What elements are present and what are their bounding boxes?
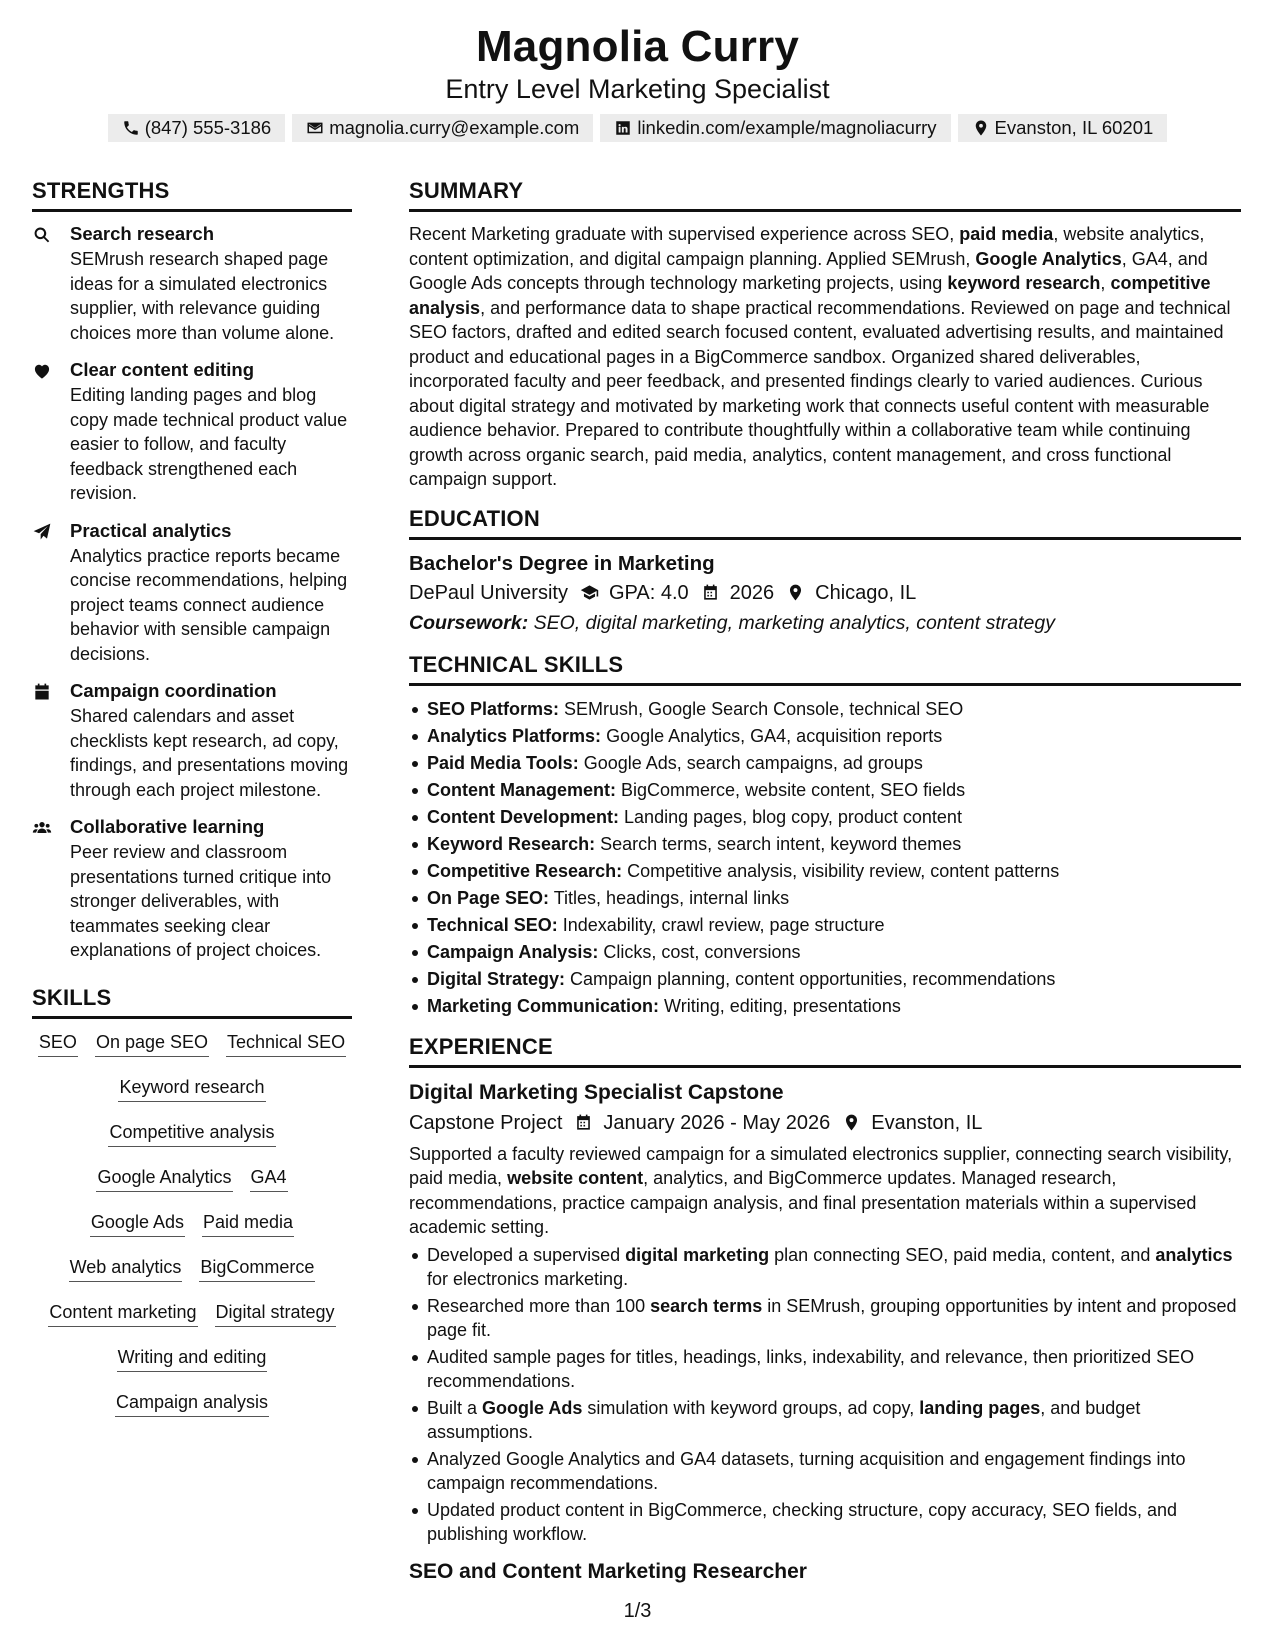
- skills-tag-cloud: [32, 1031, 352, 1436]
- skill-values: Clicks, cost, conversions: [603, 941, 801, 962]
- list-item: Built a Google Ads simulation with keyword groups, ad copy, landing pages, and budget assumptions.: [409, 1396, 1241, 1445]
- job-meta: [409, 1108, 1241, 1138]
- strength-description: Peer review and classroom presentations turned critique into stronger deliverables, with teammates seeking clear explanations of project choices.: [70, 842, 332, 960]
- job-org: Capstone Project: [409, 1111, 563, 1134]
- strength-title: Practical analytics: [70, 519, 232, 541]
- contact-email[interactable]: [292, 114, 593, 142]
- summary-section: [409, 178, 1241, 492]
- school-name: DePaul University: [409, 581, 568, 604]
- strengths-heading: STRENGTHS: [32, 178, 352, 212]
- strength-item: [32, 815, 352, 963]
- resume-title: Entry Level Marketing Specialist: [445, 74, 830, 104]
- skill-values: BigCommerce, website content, SEO fields: [621, 779, 966, 800]
- map-pin-icon: [842, 1113, 861, 1132]
- search-icon: [32, 225, 52, 245]
- list-item: Developed a supervised digital marketing plan connecting SEO, paid media, content, and analytics for electronics marketing.: [409, 1243, 1241, 1292]
- list-item: [409, 912, 1241, 939]
- list-item: [409, 750, 1241, 777]
- skill-tag: Keyword research: [118, 1076, 265, 1102]
- education-meta: [409, 578, 1241, 608]
- graduation-year: 2026: [729, 581, 775, 604]
- list-item: Audited sample pages for titles, headings, links, indexability, and relevance, then prioritized SEO recommendations.: [409, 1345, 1241, 1394]
- skill-tag: Writing and editing: [117, 1346, 268, 1372]
- summary-text: Recent Marketing graduate with supervised experience across SEO, paid media, website analytics, content optimization, and digital campaign planning. Applied SEMrush, Google Analytics, GA4, and Google Ads concepts through technology marketing projects, using keyword research, competitive analysis, and performance data to shape practical recommendations. Reviewed on page and technical SEO factors, drafted and edited search focused content, evaluated advertising results, and maintained product and educational pages in a BigCommerce sandbox. Organized shared deliverables, incorporated faculty and peer feedback, and presented findings clearly to varied audiences. Curious about digital strategy and motivated by marketing work that connects useful content with measurable audience behavior. Prepared to contribute thoughtfully within a collaborative team while continuing growth across organic search, paid media, analytics, content management, and cross functional campaign support.: [409, 224, 1231, 489]
- skill-values: Google Ads, search campaigns, ad groups: [583, 752, 923, 773]
- experience-section: [409, 1034, 1241, 1587]
- gpa: GPA: 4.0: [608, 581, 689, 604]
- skill-values: Google Analytics, GA4, acquisition reports: [606, 725, 943, 746]
- summary-heading: SUMMARY: [409, 178, 1241, 212]
- skill-category: Paid Media Tools:: [427, 752, 579, 773]
- education-heading: EDUCATION: [409, 506, 1241, 540]
- calendar-icon: [701, 583, 720, 602]
- skill-tag: Campaign analysis: [115, 1391, 269, 1417]
- skills-row: [48, 1301, 335, 1346]
- skill-tag: GA4: [250, 1166, 288, 1192]
- strength-item: [32, 519, 352, 667]
- skills-row: [115, 1391, 269, 1436]
- contact-linkedin[interactable]: [600, 114, 950, 142]
- page-number: 1/3: [623, 1600, 652, 1622]
- skill-category: Marketing Communication:: [427, 995, 660, 1016]
- skills-row: [96, 1166, 287, 1211]
- skill-values: Writing, editing, presentations: [664, 995, 901, 1016]
- strength-title: Clear content editing: [70, 359, 254, 380]
- right-column: [409, 178, 1241, 1601]
- list-item: [409, 723, 1241, 750]
- skill-category: Campaign Analysis:: [427, 941, 599, 962]
- users-icon: [32, 818, 52, 838]
- strength-title: Campaign coordination: [70, 680, 277, 701]
- phone-icon: [122, 119, 140, 137]
- skill-tag: BigCommerce: [199, 1256, 315, 1282]
- list-item: [409, 804, 1241, 831]
- coursework: [409, 608, 1241, 638]
- strength-description: Editing landing pages and blog copy made technical product value easier to follow, and faculty feedback strengthened each revision.: [70, 385, 348, 503]
- skill-tag: Technical SEO: [226, 1031, 346, 1057]
- strength-description: Shared calendars and asset checklists kept research, ad copy, findings, and presentations moving through each project milestone.: [70, 706, 349, 800]
- skills-row: [118, 1076, 265, 1121]
- strength-description: SEMrush research shaped page ideas for a simulated electronics supplier, with relevance guiding choices more than volume alone.: [70, 249, 335, 343]
- envelope-icon: [306, 119, 324, 137]
- linkedin-icon: [614, 119, 632, 137]
- skill-tag: Digital strategy: [215, 1301, 336, 1327]
- job-bullets: [409, 1243, 1241, 1547]
- skills-heading: SKILLS: [32, 985, 352, 1019]
- list-item: [409, 777, 1241, 804]
- skill-tag: SEO: [38, 1031, 78, 1057]
- skill-tag: Content marketing: [48, 1301, 197, 1327]
- list-item: [409, 939, 1241, 966]
- list-item: [409, 831, 1241, 858]
- contact-email-text: magnolia.curry@example.com: [329, 117, 580, 138]
- list-item: [409, 885, 1241, 912]
- list-item: Analyzed Google Analytics and GA4 datasets, turning acquisition and engagement findings into campaign recommendations.: [409, 1447, 1241, 1496]
- job-dates: January 2026 - May 2026: [603, 1111, 831, 1134]
- paper-plane-icon: [32, 522, 52, 542]
- skill-values: SEMrush, Google Search Console, technical SEO: [564, 698, 964, 719]
- skill-values: Titles, headings, internal links: [553, 887, 790, 908]
- skill-tag: Competitive analysis: [108, 1121, 275, 1147]
- technical-skills-list: [409, 696, 1241, 1020]
- calendar-icon: [574, 1113, 593, 1132]
- skill-category: Competitive Research:: [427, 860, 623, 881]
- map-pin-icon: [972, 119, 990, 137]
- contact-phone[interactable]: [108, 114, 286, 142]
- skill-values: Indexability, crawl review, page structure: [562, 914, 885, 935]
- list-item: Researched more than 100 search terms in SEMrush, grouping opportunities by intent and proposed page fit.: [409, 1294, 1241, 1343]
- skill-category: Digital Strategy:: [427, 968, 566, 989]
- graduation-cap-icon: [580, 583, 599, 602]
- contact-phone-text: (847) 555-3186: [144, 117, 272, 138]
- skills-row: [108, 1121, 275, 1166]
- contact-linkedin-text: linkedin.com/example/magnoliacurry: [637, 117, 937, 138]
- skill-values: Campaign planning, content opportunities, recommendations: [570, 968, 1056, 989]
- skill-tag: Paid media: [202, 1211, 294, 1237]
- skill-category: Keyword Research:: [427, 833, 596, 854]
- coursework-label: Coursework:: [409, 611, 529, 634]
- job-title: Digital Marketing Specialist Capstone: [409, 1080, 784, 1104]
- skill-values: Competitive analysis, visibility review, content patterns: [627, 860, 1060, 881]
- technical-skills-heading: TECHNICAL SKILLS: [409, 652, 1241, 686]
- skill-category: Technical SEO:: [427, 914, 558, 935]
- skill-category: SEO Platforms:: [427, 698, 560, 719]
- skills-row: [117, 1346, 268, 1391]
- skill-values: Search terms, search intent, keyword themes: [600, 833, 962, 854]
- skills-row: [90, 1211, 294, 1256]
- resume-name: Magnolia Curry: [475, 22, 800, 71]
- strength-title: Search research: [70, 223, 214, 244]
- list-item: [409, 696, 1241, 723]
- list-item: Updated product content in BigCommerce, checking structure, copy accuracy, SEO fields, and publishing workflow.: [409, 1498, 1241, 1547]
- skills-row: [38, 1031, 346, 1076]
- school-location: Chicago, IL: [815, 581, 917, 604]
- skill-tag: Google Analytics: [96, 1166, 232, 1192]
- degree-title: Bachelor's Degree in Marketing: [409, 551, 715, 575]
- job-title: SEO and Content Marketing Researcher: [409, 1559, 807, 1583]
- skill-category: Analytics Platforms:: [427, 725, 602, 746]
- skill-category: Content Management:: [427, 779, 616, 800]
- heart-icon: [32, 361, 52, 381]
- job-summary: Supported a faculty reviewed campaign for a simulated electronics supplier, connecting search visibility, paid media, website content, analytics, and BigCommerce updates. Managed research, recommendations, practice campaign analysis, and final presentation materials within a supervised academic setting.: [409, 1143, 1233, 1237]
- skill-tag: On page SEO: [95, 1031, 209, 1057]
- technical-skills-section: [409, 652, 1241, 1020]
- strength-item: [32, 679, 352, 802]
- strength-item: [32, 358, 352, 506]
- job-location: Evanston, IL: [871, 1111, 983, 1134]
- strength-description: Analytics practice reports became concise recommendations, helping project teams connect audience behavior with sensible campaign decisions.: [70, 545, 348, 664]
- skill-category: Content Development:: [427, 806, 620, 827]
- contact-location-text: Evanston, IL 60201: [994, 117, 1154, 138]
- contact-location: [958, 114, 1168, 142]
- experience-heading: EXPERIENCE: [409, 1034, 1241, 1068]
- education-section: [409, 506, 1241, 638]
- list-item: [409, 966, 1241, 993]
- calendar-icon: [32, 682, 52, 702]
- left-column: [32, 178, 352, 1436]
- skill-values: Landing pages, blog copy, product content: [624, 806, 962, 827]
- map-pin-icon: [786, 583, 805, 602]
- coursework-list: SEO, digital marketing, marketing analytics, content strategy: [533, 611, 1055, 634]
- strength-item: [32, 222, 352, 345]
- list-item: [409, 858, 1241, 885]
- list-item: [409, 993, 1241, 1020]
- skill-tag: Google Ads: [90, 1211, 185, 1237]
- skill-tag: Web analytics: [69, 1256, 183, 1282]
- strength-title: Collaborative learning: [70, 816, 265, 837]
- skills-row: [69, 1256, 316, 1301]
- skill-category: On Page SEO:: [427, 887, 550, 908]
- contact-bar: [0, 114, 1275, 142]
